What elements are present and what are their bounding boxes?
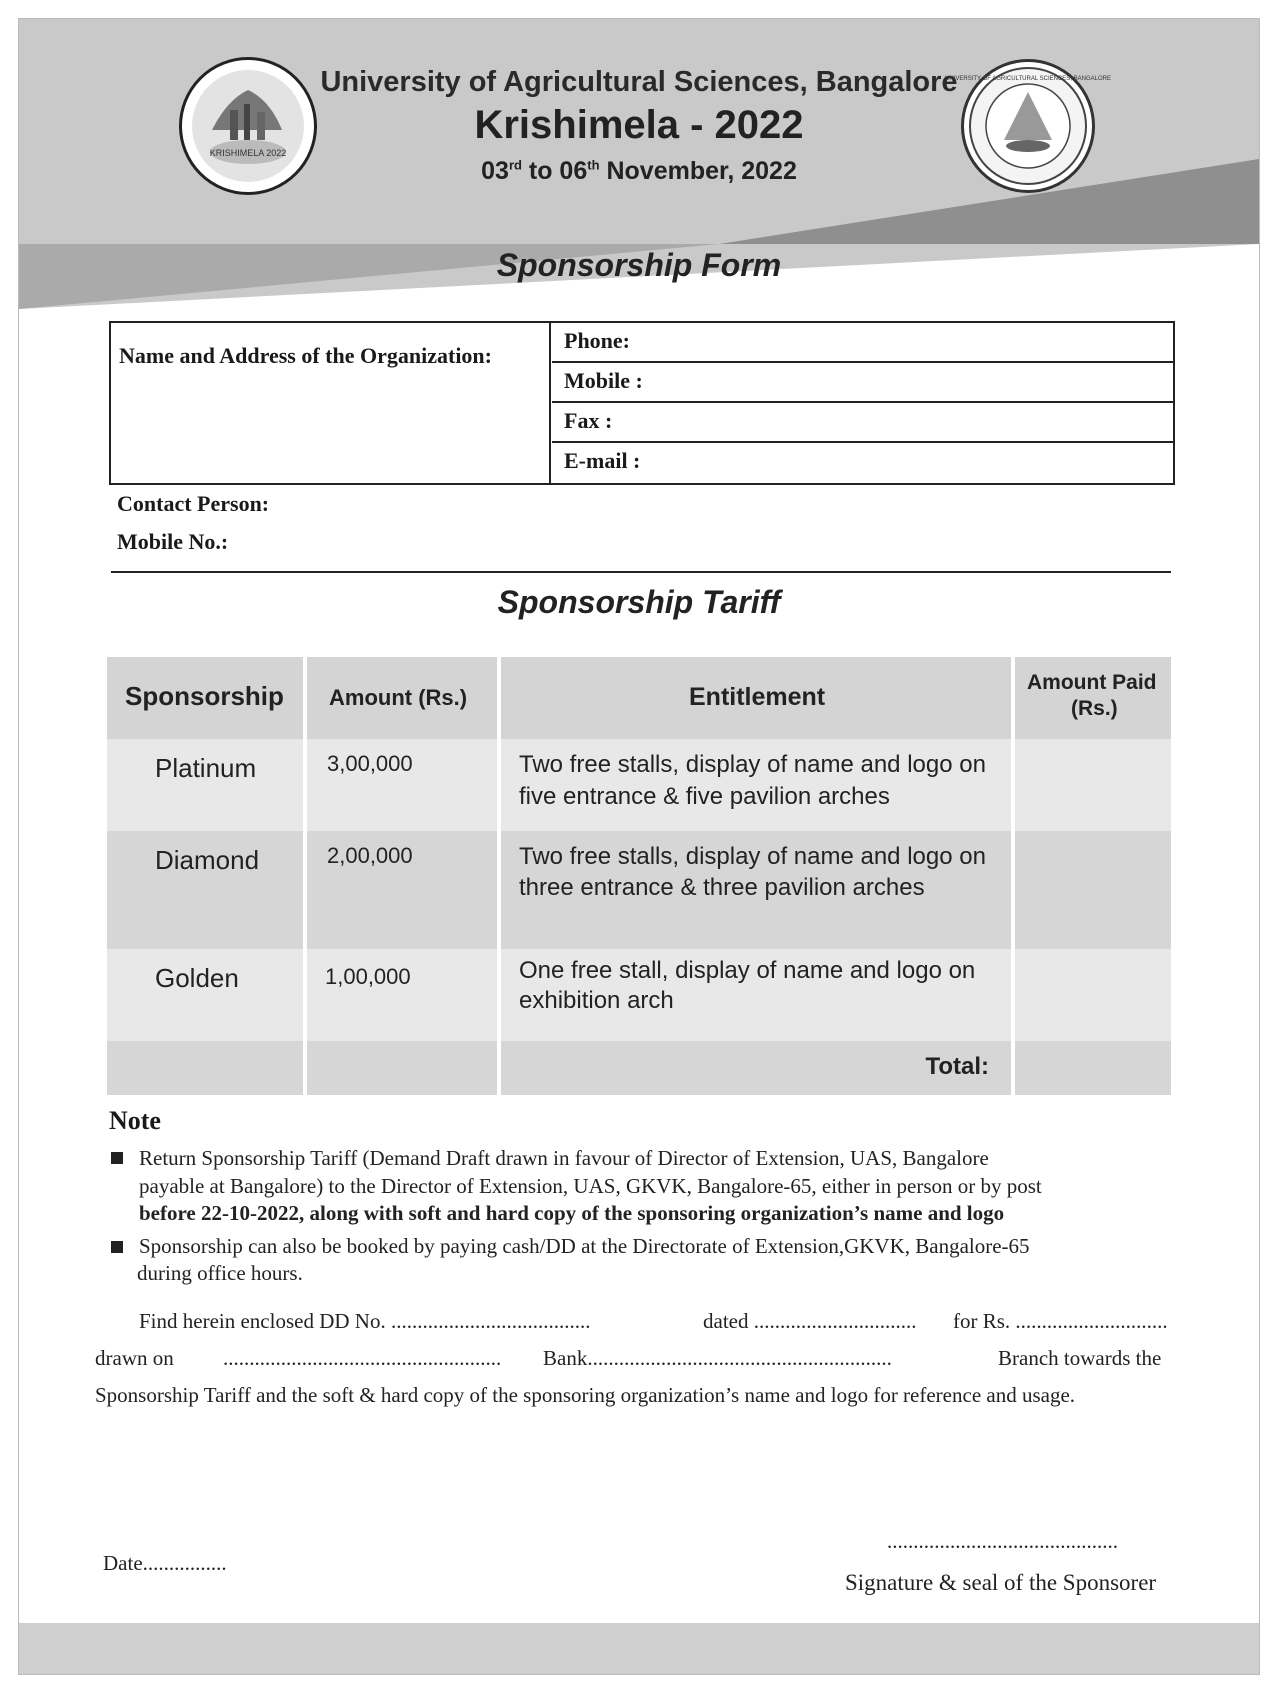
organization-details-box (109, 321, 1175, 485)
entitlement-line-1: Two free stalls, display of name and logo on (519, 751, 986, 778)
bullet-icon (111, 1241, 123, 1253)
entitlement-line-2: three entrance & three pavilion arches (519, 874, 925, 901)
header-sponsorship: Sponsorship (125, 681, 284, 711)
amount-cell (307, 949, 497, 1041)
entitlement-cell (501, 739, 1011, 831)
phone-field[interactable] (552, 323, 1173, 363)
fax-label: Fax : (564, 408, 613, 433)
date-start: 03 (481, 157, 509, 185)
signature-label: Signature & seal of the Sponsorer (845, 1570, 1157, 1595)
form-title: Sponsorship Form (496, 247, 782, 283)
left-logo-lettering: KRISHIMELA 2022 (209, 148, 287, 158)
table-row-platinum (107, 739, 1171, 831)
row-name: Diamond (155, 845, 260, 875)
row-amount: 1,00,000 (325, 964, 411, 989)
divider (111, 571, 1171, 573)
note-bullet-2-line-2: during office hours. (137, 1261, 303, 1285)
email-field[interactable] (552, 443, 1173, 481)
tariff-title: Sponsorship Tariff (497, 584, 781, 620)
dd-branch-label: Branch towards the (998, 1346, 1162, 1370)
contact-person-field[interactable]: Contact Person: (117, 491, 270, 516)
amount-paid-input[interactable] (1015, 739, 1171, 831)
note-bullet-2-line-1: Sponsorship can also be booked by paying cash/DD at the Directorate of Extension,GKVK, Bangalore-65 (139, 1234, 1030, 1258)
header-cell (107, 657, 303, 739)
event-title: Krishimela - 2022 (474, 103, 804, 147)
dd-line-3: Sponsorship Tariff and the soft & hard copy of the sponsoring organization’s name and logo for reference and usage. (95, 1383, 1076, 1407)
amount-cell (307, 739, 497, 831)
dd-bank-field[interactable]: Bank.......................................................... (543, 1346, 892, 1370)
entitlement-line-1: One free stall, display of name and logo on (519, 957, 976, 984)
dd-drawn-on-field[interactable]: ..................................................... (223, 1346, 502, 1370)
sponsorship-cell (107, 739, 303, 831)
total-amount-input[interactable] (1015, 1041, 1171, 1095)
bullet-icon (111, 1152, 123, 1164)
row-amount: 3,00,000 (327, 751, 413, 776)
note-bullet-1-line-1: Return Sponsorship Tariff (Demand Draft drawn in favour of Director of Extension, UAS, Bangalore (139, 1146, 989, 1170)
row-name: Platinum (155, 753, 257, 783)
amount-cell (307, 831, 497, 949)
mobile-label: Mobile : (564, 368, 643, 393)
dd-date-field[interactable]: dated ............................... (703, 1309, 917, 1333)
total-label-cell (501, 1041, 1011, 1095)
sponsorship-cell (107, 949, 303, 1041)
entitlement-line-2: five entrance & five pavilion arches (519, 783, 890, 810)
fax-field[interactable] (552, 403, 1173, 443)
org-label: Name and Address of the Organization: (119, 343, 492, 368)
email-label: E-mail : (564, 448, 641, 473)
dd-number-field[interactable]: Find herein enclosed DD No. ...................................... (139, 1309, 591, 1333)
header-cell (1015, 657, 1171, 739)
uas-seal-logo (945, 59, 1111, 193)
entitlement-cell (501, 831, 1011, 949)
entitlement-line-2: exhibition arch (519, 987, 674, 1014)
header-entitlement: Entitlement (689, 683, 826, 711)
header-cell (501, 657, 1011, 739)
seal-lettering: UNIVERSITY OF AGRICULTURAL SCIENCES, BANGALORE (945, 76, 1111, 82)
dd-drawn-on-label: drawn on (95, 1346, 174, 1370)
signature-line[interactable]: ............................................ (887, 1529, 1118, 1553)
date-middle: to 06 (521, 157, 588, 185)
sponsorship-cell (107, 831, 303, 949)
table-row-total (107, 1041, 1171, 1095)
amount-paid-input[interactable] (1015, 949, 1171, 1041)
note-bullet-1-line-2: payable at Bangalore) to the Director of Extension, UAS, GKVK, Bangalore-65, either in person or by post (139, 1174, 1042, 1198)
amount-paid-input[interactable] (1015, 831, 1171, 949)
organization-name-field[interactable] (111, 323, 551, 483)
krishimela-logo (179, 57, 317, 195)
date-end: November, 2022 (599, 157, 797, 185)
total-label: Total: (925, 1053, 989, 1080)
entitlement-line-1: Two free stalls, display of name and logo on (519, 843, 986, 870)
date-field[interactable]: Date................ (103, 1551, 227, 1575)
header-paid-2: (Rs.) (1071, 697, 1118, 720)
header-paid-1: Amount Paid (1027, 671, 1157, 694)
mobile-field[interactable] (552, 363, 1173, 403)
empty-cell (107, 1041, 303, 1095)
row-name: Golden (155, 963, 239, 993)
note-heading: Note (109, 1106, 161, 1135)
footer-band (19, 1623, 1259, 1674)
table-header (107, 657, 1171, 739)
table-row-diamond (107, 831, 1171, 949)
row-amount: 2,00,000 (327, 843, 413, 868)
date-start-suffix: rd (508, 157, 522, 173)
event-dates (309, 157, 969, 186)
header-cell (307, 657, 497, 739)
entitlement-cell (501, 949, 1011, 1041)
sponsorship-form-page (18, 18, 1260, 1675)
dd-amount-field[interactable]: for Rs. ............................. (953, 1309, 1168, 1333)
header-amount: Amount (Rs.) (329, 685, 468, 710)
table-row-golden (107, 949, 1171, 1041)
university-name: University of Agricultural Sciences, Bangalore (320, 66, 958, 98)
empty-cell (307, 1041, 497, 1095)
phone-label: Phone: (564, 328, 630, 353)
contact-mobile-field[interactable]: Mobile No.: (117, 529, 229, 554)
date-end-suffix: th (587, 157, 600, 173)
note-bullet-1-line-3: before 22-10-2022, along with soft and hard copy of the sponsoring organization’s name and logo (139, 1201, 1005, 1225)
